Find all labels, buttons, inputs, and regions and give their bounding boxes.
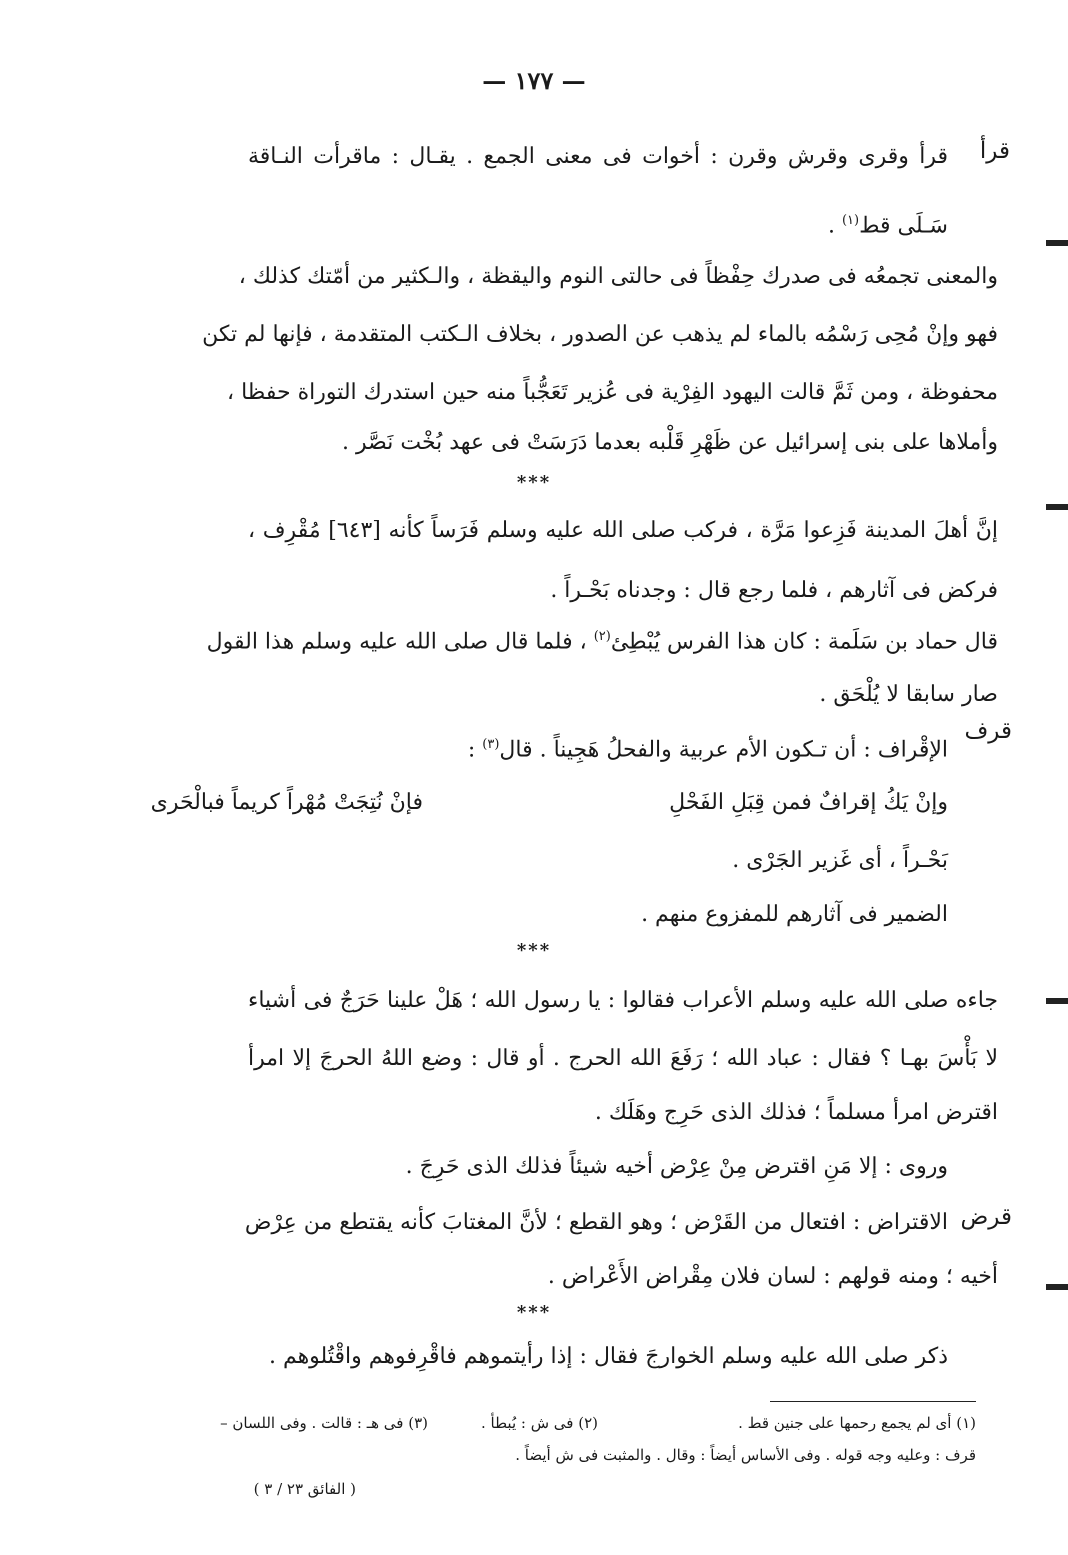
qard-line-3: اقترض امرأ مسلماً ؛ فذلك الذى حَرِج وهَلَك . [594, 1100, 998, 1125]
qara-line-3: والمعنى تجمعُه فى صدرك حِفْظاً فى حالتى النوم واليقظة ، والـكثير من أمّتك كذلك ، [238, 264, 998, 289]
edge-mark [1046, 240, 1068, 246]
edge-mark [1046, 998, 1068, 1004]
qarf-line-4: صار سابقا لا يُلْحَق . [819, 682, 998, 707]
verse-hemistich-1: فإنْ نُتِجَتْ مُهْراً كريماً فبالْحَرى [150, 790, 423, 815]
section-separator: *** [516, 472, 552, 493]
edge-mark [1046, 504, 1068, 510]
footnote-2: (٢) فى ش : يُبطأ . [481, 1414, 598, 1432]
section-separator: *** [516, 940, 552, 961]
signature-mark: ( الفائق ٢٣ / ٣ ) [253, 1480, 356, 1498]
footnote-ref-1: (١) [841, 213, 860, 228]
qarf-line-7: الضمير فى آثارهم للمفزوع منهم . [641, 902, 948, 927]
qara-line-6: وأملاها على بنى إسرائيل عن ظَهْرِ قَلْبه بعدما دَرَسَتْ فى عهد بُخْت نَصَّر . [342, 430, 998, 455]
qara-line-2: سَـلَى قط$^{(١)}$ . [827, 213, 948, 239]
verse-hemistich-2: وإنْ يَكُ إقرافٌ فمن قِبَلِ الفَحْلِ [669, 790, 948, 815]
margin-note-qard: قرض [960, 1204, 1012, 1230]
qard-line-5: الاقتراض : افتعال من القَرْض ؛ وهو القطع ؛ لأنَّ المغتابَ كأنه يقتطع من عِرْض [244, 1210, 948, 1235]
qarf-line-2: فركض فى آثارهم ، فلما رجع قال : وجدناه بَحْـراً . [550, 578, 998, 603]
margin-note-qarf: قرف [964, 718, 1012, 744]
qard-line-1: جاءه صلى الله عليه وسلم الأعراب فقالوا : يا رسول الله ؛ هَلْ علينا حَرَجٌ فى أشياء [248, 988, 998, 1013]
footnote-3: (٣) فى هـ : قالت . وفى اللسان – [220, 1414, 428, 1432]
qarf-line-1: إنَّ أهلَ المدينة فَزِعوا مَرَّة ، فركب صلى الله عليه وسلم فَرَساً كأنه [٦٤٣] مُقْرِف ، [248, 518, 998, 543]
qarf-line-5: الإقْراف : أن تـكون الأم عربية والفحلُ هَجِيناً . قال$^{(٣)}$ : [467, 737, 948, 763]
qara-line-4: فهو وإنْ مُحِى رَسْمُه بالماء لم يذهب عن الصدور ، بخلاف الـكتب المتقدمة ، فإنها لم تكن [202, 322, 998, 347]
qara-line-1: قرأ وقرى وقرش وقرن : أخوات فى معنى الجمع . يقـال : ماقرأت النـاقة [248, 144, 948, 169]
footnote-ref-3: (٣) [482, 737, 500, 752]
section-separator: *** [516, 1302, 552, 1323]
edge-mark [1046, 1284, 1068, 1290]
qara-line-5: محفوظة ، ومن ثَمَّ قالت اليهود الفِرْية فى عُزير تَعَجُّباً منه حين استدرك التوراة حفظا ، [227, 380, 998, 405]
footnote-3-continued: قرف : وعليه وجه قوله . وفى الأساس أيضاً : وقال . والمثبت فى ش أيضاً . [515, 1446, 976, 1464]
footnote-1: (١) أى لم يجمع رحمها على جنين قط . [738, 1414, 976, 1432]
qard-line-4: وروى : إلا مَنِ اقترض مِنْ عِرْض أخيه شيئاً فذلك الذى حَرِجَ . [405, 1154, 948, 1179]
footnote-ref-2: (٢) [593, 629, 611, 644]
page-number: — ١٧٧ — [482, 66, 586, 95]
footnote-rule [770, 1401, 976, 1402]
qarf-line-3: قال حماد بن سَلَمة : كان هذا الفرس يُبْطِئ$^{(٢)}$ ، فلما قال صلى الله عليه وسلم هذا القول [206, 629, 998, 655]
qard-line-6: أخيه ؛ ومنه قولهم : لسان فلان مِقْراض الأَعْراض . [547, 1264, 998, 1289]
qarf-line-6: بَحْـراً ، أى غَزير الجَرْى . [732, 848, 948, 873]
qard-line-2: لا بَأْسَ بهـا ؟ فقال : عباد الله ؛ رَفَعَ الله الحرج . أو قال : وضع اللهُ الحرجَ إلا امرأ [248, 1046, 998, 1071]
margin-note-qara: قرأ [979, 138, 1010, 164]
last-line-1: ذكر صلى الله عليه وسلم الخوارجَ فقال : إذا رأيتموهم فاقْرِفوهم واقْتُلوهم . [268, 1344, 948, 1369]
